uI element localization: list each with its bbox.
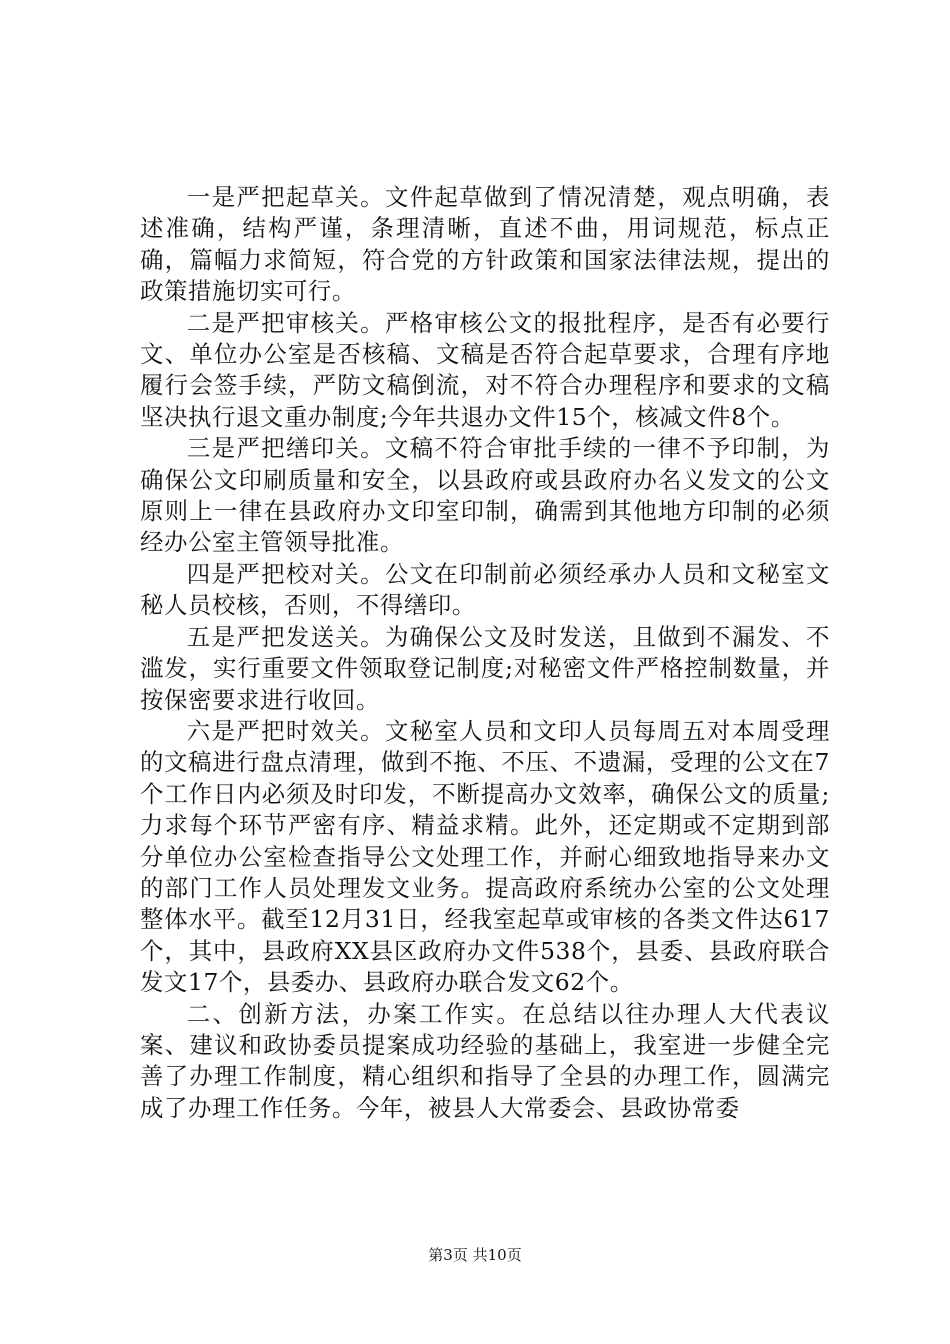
paragraph-proposals: 二、创新方法，办案工作实。在总结以往办理人大代表议案、建议和政协委员提案成功经验的基础上，我室进一步健全完善了办理工作制度，精心组织和指导了全县的办理工作，圆满完成了办理工作任务。今年，被县人大常委会、县政协常委 [140, 999, 830, 1122]
paragraph-dispatch: 五是严把发送关。为确保公文及时发送，且做到不漏发、不滥发，实行重要文件领取登记制度;对秘密文件严格控制数量，并按保密要求进行收回。 [140, 622, 830, 714]
page-footer: 第3页 共10页 [428, 1246, 522, 1264]
paragraph-timeliness: 六是严把时效关。文秘室人员和文印人员每周五对本周受理的文稿进行盘点清理，做到不拖、不压、不遗漏，受理的公文在7个工作日内必须及时印发，不断提高办文效率，确保公文的质量;力求每个环节严密有序、精益求精。此外，还定期或不定期到部分单位办公室检查指导公文处理工作，并耐心细致地指导来办文的部门工作人员处理发文业务。提高政府系统办公室的公文处理整体水平。截至12月31日，经我室起草或审核的各类文件达617个，其中，县政府XX县区政府办文件538个，县委、县政府联合发文17个，县委办、县政府办联合发文62个。 [140, 716, 830, 997]
paragraph-review: 二是严把审核关。严格审核公文的报批程序，是否有必要行文、单位办公室是否核稿、文稿是否符合起草要求，合理有序地履行会签手续，严防文稿倒流，对不符合办理程序和要求的文稿坚决执行退文重办制度;今年共退办文件15个，核减文件8个。 [140, 308, 830, 431]
paragraph-drafting: 一是严把起草关。文件起草做到了情况清楚，观点明确，表述准确，结构严谨，条理清晰，直述不曲，用词规范，标点正确，篇幅力求简短，符合党的方针政策和国家法律法规，提出的政策措施切实可行。 [140, 183, 830, 306]
paragraph-printing: 三是严把缮印关。文稿不符合审批手续的一律不予印制，为确保公文印刷质量和安全，以县政府或县政府办名义发文的公文原则上一律在县政府办文印室印制，确需到其他地方印制的必须经办公室主管领导批准。 [140, 434, 830, 557]
paragraph-proofreading: 四是严把校对关。公文在印制前必须经承办人员和文秘室文秘人员校核，否则，不得缮印。 [140, 559, 830, 620]
document-body [140, 182, 830, 1124]
